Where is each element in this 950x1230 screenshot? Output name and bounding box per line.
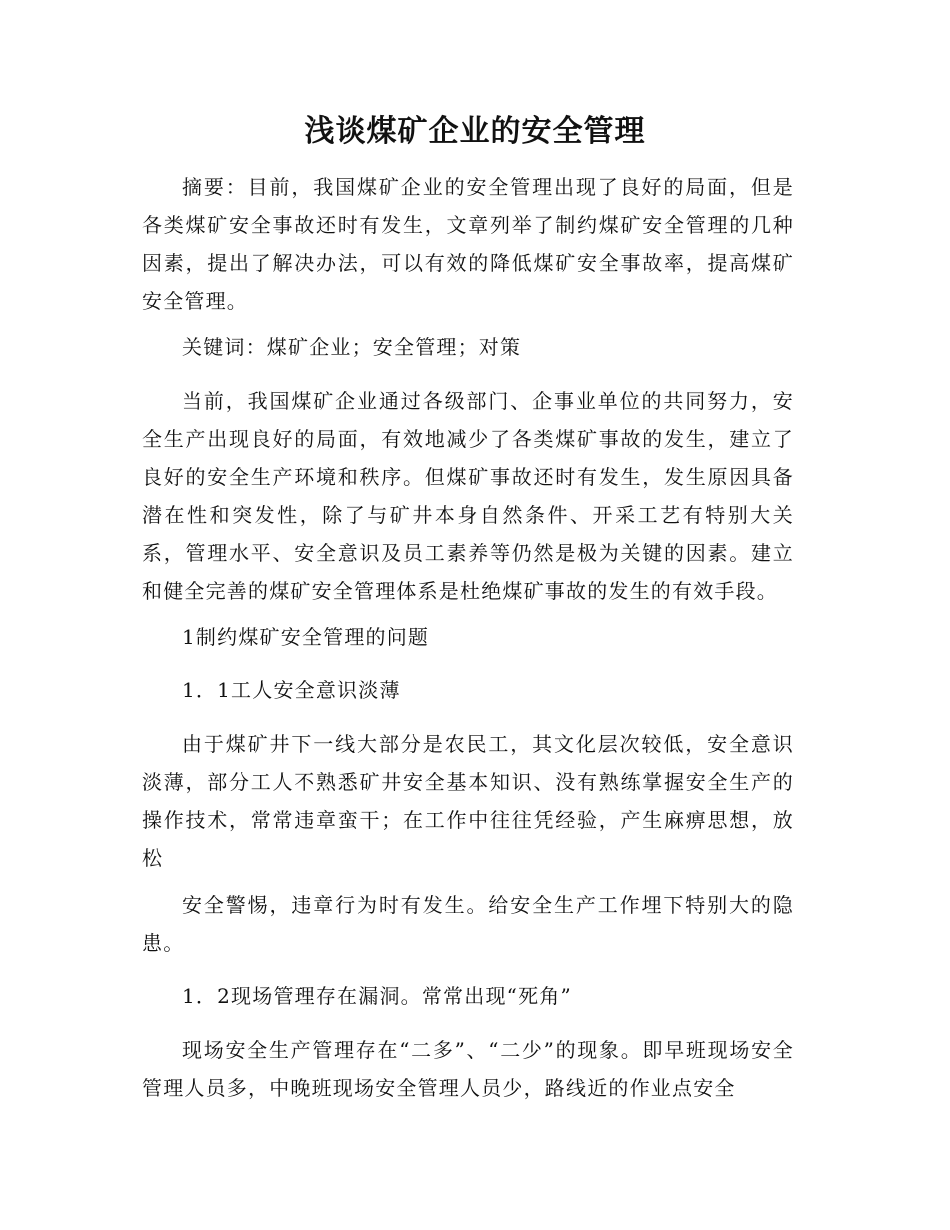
subsection-heading-1-1: 1．1工人安全意识淡薄 xyxy=(182,678,401,702)
abstract-paragraph: 摘要：目前，我国煤矿企业的安全管理出现了良好的局面，但是各类煤矿安全事故还时有发生，文章列举了制约煤矿安全管理的几种因素，提出了解决办法，可以有效的降低煤矿安全事故率，提高煤矿安全管理。 xyxy=(142,175,794,313)
document-title: 浅谈煤矿企业的安全管理 xyxy=(304,114,646,149)
intro-paragraph: 当前，我国煤矿企业通过各级部门、企事业单位的共同努力，安全生产出现良好的局面，有效地减少了各类煤矿事故的发生，建立了良好的安全生产环境和秩序。但煤矿事故还时有发生，发生原因具备潜在性和突发性，除了与矿井本身自然条件、开采工艺有特别大关系，管理水平、安全意识及员工素养等仍然是极为关键的因素。建立和健全完善的煤矿安全管理体系是杜绝煤矿事故的发生的有效手段。 xyxy=(142,389,794,603)
keywords-paragraph: 关键词：煤矿企业；安全管理；对策 xyxy=(182,335,522,359)
body-paragraph-1-1-continued: 安全警惕，违章行为时有发生。给安全生产工作埋下特别大的隐患。 xyxy=(142,893,794,955)
body-paragraph-1-1: 由于煤矿井下一线大部分是农民工，其文化层次较低，安全意识淡薄，部分工人不熟悉矿井安全基本知识、没有熟练掌握安全生产的操作技术，常常违章蛮干；在工作中往往凭经验，产生麻痹思想，放松 xyxy=(142,732,794,870)
body-paragraph-1-2: 现场安全生产管理存在“二多”、“二少”的现象。即早班现场安全管理人员多，中晚班现场安全管理人员少，路线近的作业点安全 xyxy=(142,1038,794,1100)
section-heading-1: 1制约煤矿安全管理的问题 xyxy=(182,625,430,649)
subsection-heading-1-2: 1．2现场管理存在漏洞。常常出现“死角” xyxy=(182,984,572,1008)
